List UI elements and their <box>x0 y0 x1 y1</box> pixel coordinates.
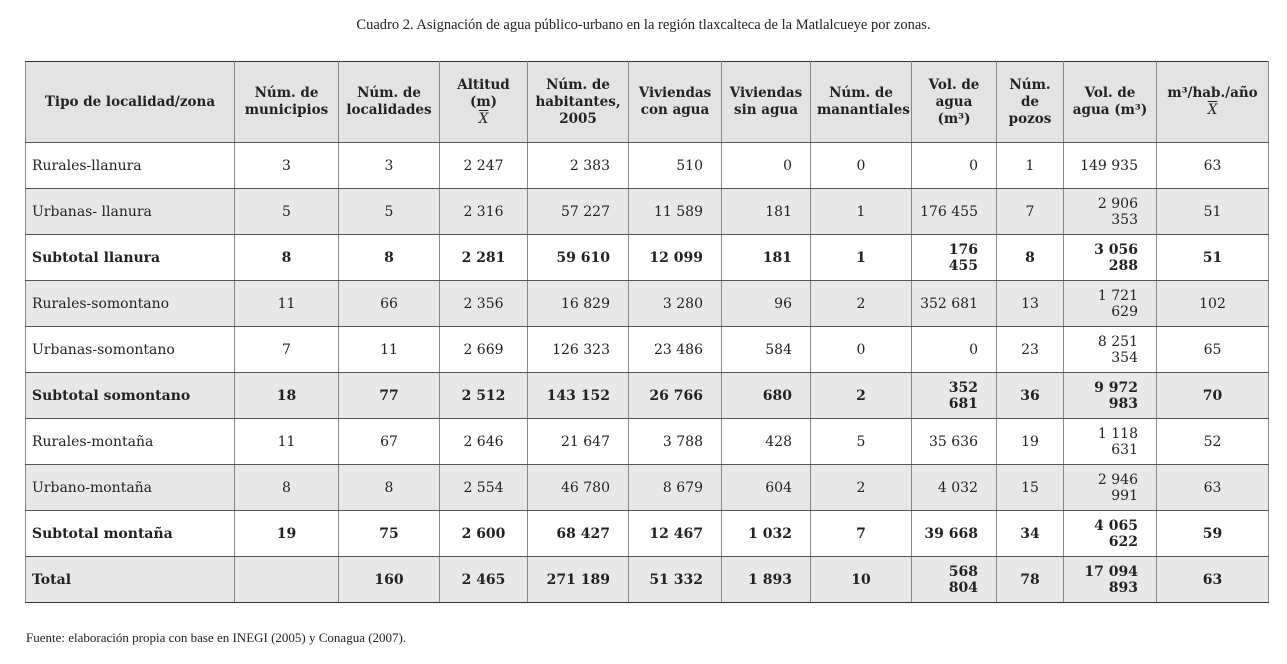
cell-municipios: 11 <box>235 419 339 465</box>
cell-habitantes: 126 323 <box>528 327 629 373</box>
cell-manantiales: 2 <box>811 281 912 327</box>
cell-tipo: Urbanas- llanura <box>26 189 235 235</box>
cell-sin-agua: 181 <box>722 189 811 235</box>
cell-sin-agua: 680 <box>722 373 811 419</box>
cell-vol-agua: 176 455 <box>912 189 997 235</box>
cell-manantiales: 0 <box>811 143 912 189</box>
cell-con-agua: 3 788 <box>629 419 722 465</box>
cell-manantiales: 5 <box>811 419 912 465</box>
cell-vol-agua: 4 032 <box>912 465 997 511</box>
cell-vol-agua2: 17 094 893 <box>1064 557 1157 603</box>
table-row <box>26 235 1269 281</box>
cell-tipo: Total <box>26 557 235 603</box>
col-header-sin-agua: Viviendas sin agua <box>722 62 811 143</box>
cell-vol-agua: 0 <box>912 327 997 373</box>
cell-sin-agua: 428 <box>722 419 811 465</box>
col-header-localidades: Núm. de localidades <box>339 62 440 143</box>
cell-tipo: Rurales-llanura <box>26 143 235 189</box>
table-row <box>26 511 1269 557</box>
cell-municipios: 11 <box>235 281 339 327</box>
table-body <box>26 143 1269 603</box>
cell-vol-agua2: 9 972 983 <box>1064 373 1157 419</box>
cell-tipo: Urbanas-somontano <box>26 327 235 373</box>
cell-vol-agua2: 4 065 622 <box>1064 511 1157 557</box>
cell-tipo: Subtotal montaña <box>26 511 235 557</box>
cell-tipo: Urbano-montaña <box>26 465 235 511</box>
table-row <box>26 143 1269 189</box>
cell-altitud: 2 316 <box>440 189 528 235</box>
col-header-municipios: Núm. de municipios <box>235 62 339 143</box>
cell-altitud: 2 512 <box>440 373 528 419</box>
cell-municipios <box>235 557 339 603</box>
cell-localidades: 66 <box>339 281 440 327</box>
cell-altitud: 2 669 <box>440 327 528 373</box>
cell-con-agua: 12 099 <box>629 235 722 281</box>
cell-sin-agua: 584 <box>722 327 811 373</box>
cell-vol-agua2: 8 251 354 <box>1064 327 1157 373</box>
cell-altitud: 2 646 <box>440 419 528 465</box>
cell-vol-agua: 352 681 <box>912 373 997 419</box>
cell-con-agua: 23 486 <box>629 327 722 373</box>
table-row <box>26 419 1269 465</box>
col-header-altitud: Altitud (m) $\overline{X}$ <box>440 62 528 143</box>
footnote-source: Fuente: elaboración propia con base en INEGI (2005) y Conagua (2007). <box>26 630 407 645</box>
table-row <box>26 557 1269 603</box>
cell-hab: 63 <box>1157 143 1269 189</box>
cell-habitantes: 271 189 <box>528 557 629 603</box>
cell-hab: 63 <box>1157 557 1269 603</box>
col-header-pozos: Núm. de pozos <box>997 62 1064 143</box>
cell-sin-agua: 0 <box>722 143 811 189</box>
cell-vol-agua: 35 636 <box>912 419 997 465</box>
cell-localidades: 160 <box>339 557 440 603</box>
cell-localidades: 5 <box>339 189 440 235</box>
cell-localidades: 8 <box>339 465 440 511</box>
mean-symbol: $\overline{X}$ <box>1207 102 1218 118</box>
table-row <box>26 189 1269 235</box>
cell-sin-agua: 1 032 <box>722 511 811 557</box>
cell-municipios: 19 <box>235 511 339 557</box>
cell-pozos: 78 <box>997 557 1064 603</box>
cell-localidades: 77 <box>339 373 440 419</box>
cell-hab: 65 <box>1157 327 1269 373</box>
cell-manantiales: 1 <box>811 235 912 281</box>
cell-municipios: 3 <box>235 143 339 189</box>
cell-habitantes: 68 427 <box>528 511 629 557</box>
cell-municipios: 7 <box>235 327 339 373</box>
table-row <box>26 373 1269 419</box>
cell-pozos: 15 <box>997 465 1064 511</box>
cell-sin-agua: 604 <box>722 465 811 511</box>
cell-pozos: 23 <box>997 327 1064 373</box>
cell-habitantes: 143 152 <box>528 373 629 419</box>
cell-altitud: 2 281 <box>440 235 528 281</box>
cell-tipo: Subtotal somontano <box>26 373 235 419</box>
cell-tipo: Subtotal llanura <box>26 235 235 281</box>
table-caption: Cuadro 2. Asignación de agua público-urbano en la región tlaxcalteca de la Matlalcueye por zonas. <box>356 17 931 33</box>
cell-con-agua: 11 589 <box>629 189 722 235</box>
cell-habitantes: 46 780 <box>528 465 629 511</box>
cell-vol-agua2: 1 118 631 <box>1064 419 1157 465</box>
cell-manantiales: 0 <box>811 327 912 373</box>
col-header-m3-hab: m³/hab./año $\overline{X}$ <box>1157 62 1269 143</box>
cell-localidades: 3 <box>339 143 440 189</box>
cell-con-agua: 510 <box>629 143 722 189</box>
cell-altitud: 2 247 <box>440 143 528 189</box>
cell-vol-agua2: 2 906 353 <box>1064 189 1157 235</box>
cell-vol-agua2: 1 721 629 <box>1064 281 1157 327</box>
cell-con-agua: 12 467 <box>629 511 722 557</box>
cell-vol-agua2: 2 946 991 <box>1064 465 1157 511</box>
header-row <box>26 62 1269 143</box>
cell-tipo: Rurales-somontano <box>26 281 235 327</box>
table-row <box>26 465 1269 511</box>
cell-con-agua: 3 280 <box>629 281 722 327</box>
cell-sin-agua: 1 893 <box>722 557 811 603</box>
cell-pozos: 1 <box>997 143 1064 189</box>
cell-vol-agua: 0 <box>912 143 997 189</box>
table-row <box>26 327 1269 373</box>
cell-altitud: 2 465 <box>440 557 528 603</box>
col-header-tipo: Tipo de localidad/zona <box>26 62 235 143</box>
cell-habitantes: 2 383 <box>528 143 629 189</box>
cell-hab: 102 <box>1157 281 1269 327</box>
cell-pozos: 36 <box>997 373 1064 419</box>
cell-municipios: 8 <box>235 235 339 281</box>
cell-vol-agua: 176 455 <box>912 235 997 281</box>
cell-manantiales: 2 <box>811 465 912 511</box>
col-header-vol-agua-2: Vol. de agua (m³) <box>1064 62 1157 143</box>
col-header-habitantes: Núm. de habitantes, 2005 <box>528 62 629 143</box>
table-row <box>26 281 1269 327</box>
cell-vol-agua2: 3 056 288 <box>1064 235 1157 281</box>
cell-manantiales: 7 <box>811 511 912 557</box>
cell-vol-agua: 39 668 <box>912 511 997 557</box>
cell-manantiales: 2 <box>811 373 912 419</box>
water-allocation-table <box>25 61 1269 603</box>
cell-hab: 51 <box>1157 189 1269 235</box>
cell-sin-agua: 96 <box>722 281 811 327</box>
cell-con-agua: 8 679 <box>629 465 722 511</box>
cell-localidades: 8 <box>339 235 440 281</box>
cell-sin-agua: 181 <box>722 235 811 281</box>
cell-vol-agua: 568 804 <box>912 557 997 603</box>
cell-habitantes: 59 610 <box>528 235 629 281</box>
cell-hab: 59 <box>1157 511 1269 557</box>
cell-pozos: 7 <box>997 189 1064 235</box>
cell-municipios: 5 <box>235 189 339 235</box>
cell-municipios: 8 <box>235 465 339 511</box>
cell-manantiales: 1 <box>811 189 912 235</box>
cell-altitud: 2 600 <box>440 511 528 557</box>
cell-hab: 52 <box>1157 419 1269 465</box>
cell-localidades: 67 <box>339 419 440 465</box>
mean-symbol: $\overline{X}$ <box>478 110 489 127</box>
cell-habitantes: 16 829 <box>528 281 629 327</box>
cell-manantiales: 10 <box>811 557 912 603</box>
cell-altitud: 2 356 <box>440 281 528 327</box>
cell-vol-agua: 352 681 <box>912 281 997 327</box>
col-header-vol-agua: Vol. de agua (m³) <box>912 62 997 143</box>
cell-hab: 51 <box>1157 235 1269 281</box>
cell-pozos: 13 <box>997 281 1064 327</box>
col-header-con-agua: Viviendas con agua <box>629 62 722 143</box>
cell-pozos: 8 <box>997 235 1064 281</box>
cell-pozos: 19 <box>997 419 1064 465</box>
col-header-manantiales: Núm. de manantiales <box>811 62 912 143</box>
cell-habitantes: 57 227 <box>528 189 629 235</box>
cell-pozos: 34 <box>997 511 1064 557</box>
cell-tipo: Rurales-montaña <box>26 419 235 465</box>
cell-vol-agua2: 149 935 <box>1064 143 1157 189</box>
cell-habitantes: 21 647 <box>528 419 629 465</box>
cell-con-agua: 51 332 <box>629 557 722 603</box>
cell-municipios: 18 <box>235 373 339 419</box>
cell-hab: 70 <box>1157 373 1269 419</box>
cell-localidades: 11 <box>339 327 440 373</box>
cell-hab: 63 <box>1157 465 1269 511</box>
cell-con-agua: 26 766 <box>629 373 722 419</box>
cell-localidades: 75 <box>339 511 440 557</box>
cell-altitud: 2 554 <box>440 465 528 511</box>
